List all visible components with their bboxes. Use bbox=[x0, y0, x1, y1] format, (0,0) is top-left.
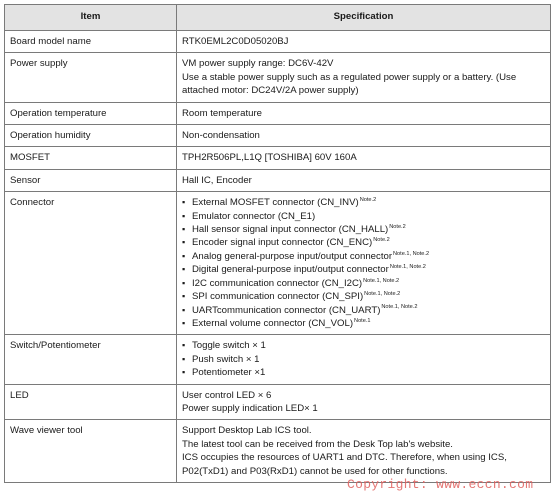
spec-line: VM power supply range: DC6V-42V bbox=[182, 58, 334, 70]
spec-line: Use a stable power supply such as a regulated power supply or a battery. (Use attached motor: DC24V/2A power supply) bbox=[182, 71, 517, 97]
watermark: Copyright: www.eccn.com bbox=[347, 477, 534, 492]
list-item bbox=[182, 223, 545, 236]
spec-line: Power supply indication LED× 1 bbox=[182, 402, 318, 414]
specification-cell bbox=[177, 31, 551, 53]
specification-cell bbox=[177, 53, 551, 102]
item-cell: Sensor bbox=[5, 169, 177, 191]
specification-cell bbox=[177, 335, 551, 384]
header-item: Item bbox=[5, 5, 177, 31]
specification-cell bbox=[177, 147, 551, 169]
spec-line: RTK0EML2C0D05020BJ bbox=[182, 36, 289, 47]
list-item bbox=[182, 290, 545, 303]
bullet-text: External volume connector (CN_VOL) bbox=[192, 317, 354, 329]
item-cell: Connector bbox=[5, 192, 177, 335]
spec-line: The latest tool can be received from the Desk Top lab's website. bbox=[182, 438, 453, 450]
table-row bbox=[5, 420, 551, 483]
spec-line: Support Desktop Lab ICS tool. bbox=[182, 425, 312, 437]
spec-line: User control LED × 6 bbox=[182, 389, 272, 401]
bullet-text: Encoder signal input connector (CN_ENC) bbox=[192, 237, 373, 249]
bullet-text: Emulator connector (CN_E1) bbox=[192, 210, 316, 222]
list-item bbox=[182, 263, 545, 276]
bullet-text: Analog general-purpose input/output connector bbox=[192, 250, 393, 262]
note-reference: Note.1, Note.2 bbox=[393, 250, 430, 257]
table-row bbox=[5, 31, 551, 53]
spec-line: Non-condensation bbox=[182, 130, 260, 142]
list-item bbox=[182, 250, 545, 263]
bullet-text: External MOSFET connector (CN_INV) bbox=[192, 197, 359, 209]
note-reference: Note.1 bbox=[354, 317, 371, 324]
list-item bbox=[182, 236, 545, 249]
specification-cell bbox=[177, 192, 551, 335]
item-cell: Switch/Potentiometer bbox=[5, 335, 177, 384]
bullet-text: SPI communication connector (CN_SPI) bbox=[192, 291, 364, 303]
specification-cell bbox=[177, 125, 551, 147]
item-cell: Power supply bbox=[5, 53, 177, 102]
list-item bbox=[182, 196, 545, 209]
table-row bbox=[5, 384, 551, 420]
specification-cell bbox=[177, 169, 551, 191]
table-body bbox=[5, 31, 551, 483]
list-item bbox=[182, 353, 545, 366]
note-reference: Note.1, Note.2 bbox=[389, 264, 426, 271]
table-row bbox=[5, 125, 551, 147]
item-cell: Wave viewer tool bbox=[5, 420, 177, 483]
spec-line: Room temperature bbox=[182, 107, 262, 119]
spec-table bbox=[4, 4, 551, 483]
list-item bbox=[182, 366, 545, 379]
item-cell: Operation temperature bbox=[5, 102, 177, 124]
note-reference: Note.1, Note.2 bbox=[363, 277, 400, 284]
item-cell: Board model name bbox=[5, 31, 177, 53]
note-reference: Note.2 bbox=[359, 197, 377, 204]
item-cell: LED bbox=[5, 384, 177, 420]
list-item bbox=[182, 304, 545, 317]
spec-line: ICS occupies the resources of UART1 and DTC. Therefore, when using ICS, P02(TxD1) and P03(RxD1) cannot be used for other functions. bbox=[182, 452, 507, 477]
bullet-list bbox=[182, 339, 545, 379]
table-row bbox=[5, 169, 551, 191]
bullet-text: Toggle switch × 1 bbox=[192, 340, 266, 352]
spec-line: Hall IC, Encoder bbox=[182, 174, 252, 186]
bullet-text: Push switch × 1 bbox=[192, 353, 260, 365]
list-item bbox=[182, 277, 545, 290]
specification-cell bbox=[177, 102, 551, 124]
list-item bbox=[182, 339, 545, 352]
list-item bbox=[182, 210, 545, 223]
table-row bbox=[5, 53, 551, 102]
specification-cell bbox=[177, 420, 551, 483]
table-row bbox=[5, 335, 551, 384]
bullet-text: Potentiometer ×1 bbox=[192, 367, 266, 379]
note-reference: Note.2 bbox=[389, 223, 406, 230]
spec-line: TPH2R506PL,L1Q [TOSHIBA] 60V 160A bbox=[182, 152, 357, 164]
specification-cell bbox=[177, 384, 551, 420]
note-reference: Note.1, Note.2 bbox=[364, 290, 401, 297]
table-row bbox=[5, 192, 551, 335]
bullet-list bbox=[182, 196, 545, 330]
bullet-text: Hall sensor signal input connector (CN_HALL) bbox=[192, 224, 389, 236]
table-row bbox=[5, 102, 551, 124]
note-reference: Note.2 bbox=[373, 237, 390, 244]
header-specification: Specification bbox=[177, 5, 551, 31]
item-cell: Operation humidity bbox=[5, 125, 177, 147]
item-cell: MOSFET bbox=[5, 147, 177, 169]
bullet-text: Digital general-purpose input/output connector bbox=[192, 264, 389, 276]
note-reference: Note.1, Note.2 bbox=[381, 304, 418, 311]
table-row bbox=[5, 147, 551, 169]
table-header-row bbox=[5, 5, 551, 31]
list-item bbox=[182, 317, 545, 330]
bullet-text: UARTcommunication connector (CN_UART) bbox=[192, 304, 381, 316]
bullet-text: I2C communication connector (CN_I2C) bbox=[192, 277, 363, 289]
